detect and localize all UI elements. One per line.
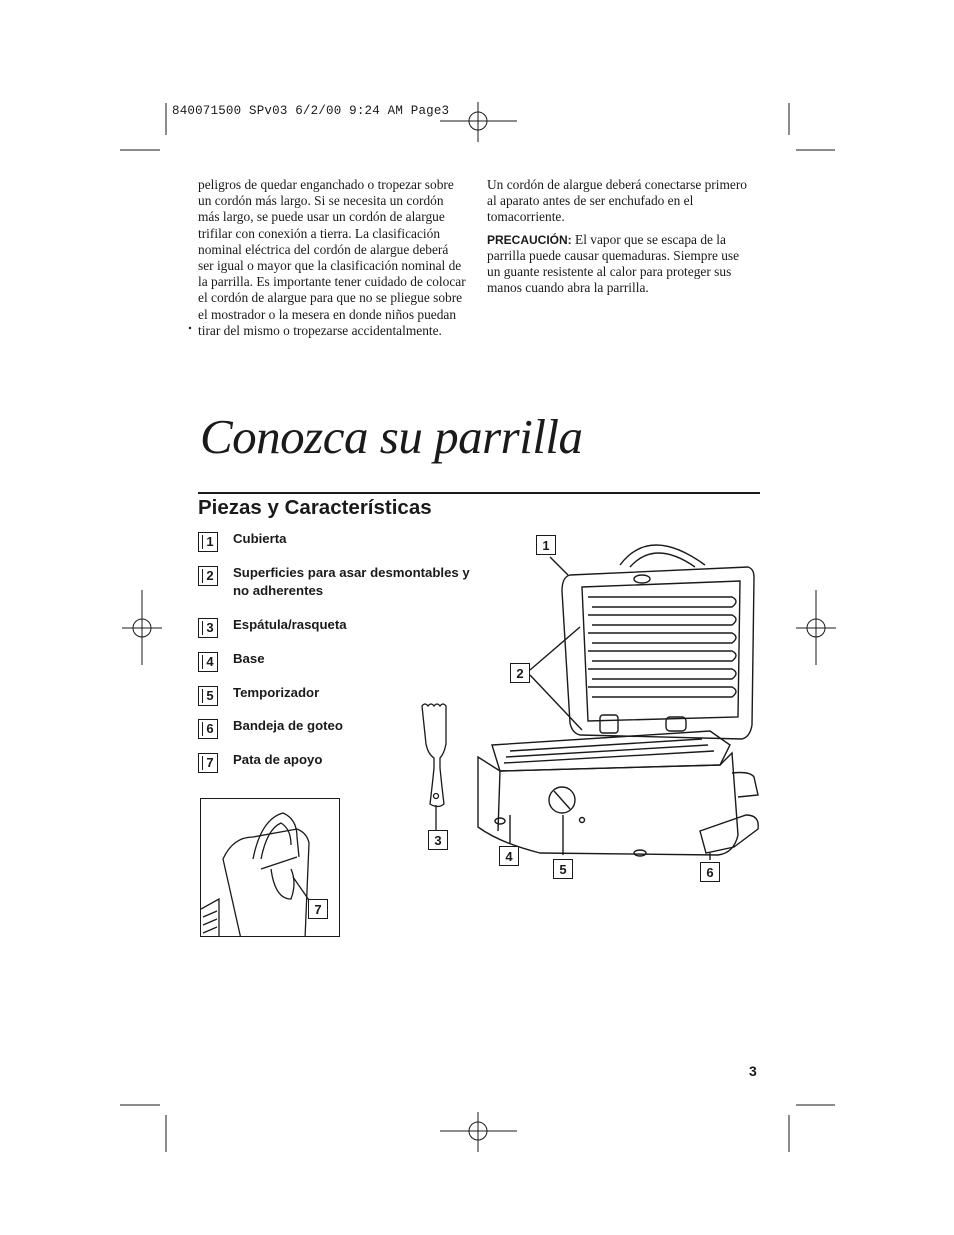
part-label: Bandeja de goteo: [233, 718, 343, 733]
left-column-text: peligros de quedar enganchado o tropezar sobre un cordón más largo. Si se necesita un cordón más largo, se puede usar un cordón de alargue trifilar con conexión a tierra. La clasificación nominal eléctrica del cordón de alargue deberá ser igual o mayor que la clasificación nominal de la parrilla. Es importante tener cuidado de colocar el cordón de alargue para que no se pliegue sobre el mostrador o la mesera en donde niños puedan tirar del mismo o tropezarse accidentalmente.: [198, 177, 466, 338]
part-row-3: [198, 618, 498, 638]
part-row-4: [198, 652, 498, 672]
print-page-ref: 3: [441, 104, 450, 118]
part-label: Base: [233, 651, 265, 666]
callout-6: 6: [700, 862, 720, 882]
callout-5: 5: [553, 859, 573, 879]
right-column: [487, 177, 755, 302]
part-number-box: 4: [198, 652, 218, 672]
part-row-2: [198, 566, 498, 600]
part-label: Superficies para asar desmontables y no adherentes: [233, 565, 470, 598]
part-number-box: 5: [198, 686, 218, 706]
print-info: 840071500 SPv03 6/2/00 9:24 AM Page: [172, 104, 442, 118]
extension-cord-paragraph: Un cordón de alargue deberá conectarse primero al aparato antes de ser enchufado en el tomacorriente.: [487, 177, 747, 225]
section-title: Conozca su parrilla: [200, 409, 583, 464]
part-label: Temporizador: [233, 685, 320, 700]
part-number-box: 7: [198, 753, 218, 773]
part-label: Espátula/rasqueta: [233, 617, 347, 632]
page-number: 3: [749, 1063, 757, 1079]
grill-illustration: [470, 535, 765, 870]
spatula-illustration: [410, 700, 460, 830]
part-row-1: [198, 532, 498, 552]
callout-2: 2: [510, 663, 530, 683]
part-number-box: 2: [198, 566, 218, 586]
callout-4: 4: [499, 846, 519, 866]
caution-text: El vapor que se escapa de la parrilla puede causar quemaduras. Siempre use un guante resistente al calor para proteger sus manos cuando abra la parrilla.: [487, 231, 740, 296]
caution-label: PRECAUCIÓN:: [487, 232, 572, 247]
callout-7: 7: [308, 899, 328, 919]
part-number-box: 6: [198, 719, 218, 739]
callout-1: 1: [536, 535, 556, 555]
caution-paragraph: [487, 232, 755, 297]
print-slug: [172, 104, 449, 118]
part-label: Pata de apoyo: [233, 752, 323, 767]
part-label: Cubierta: [233, 531, 287, 546]
callout-3: 3: [428, 830, 448, 850]
title-rule: [198, 492, 760, 494]
section-subtitle: Piezas y Características: [198, 496, 432, 519]
part-number-box: 3: [198, 618, 218, 638]
part-number-box: 1: [198, 532, 218, 552]
